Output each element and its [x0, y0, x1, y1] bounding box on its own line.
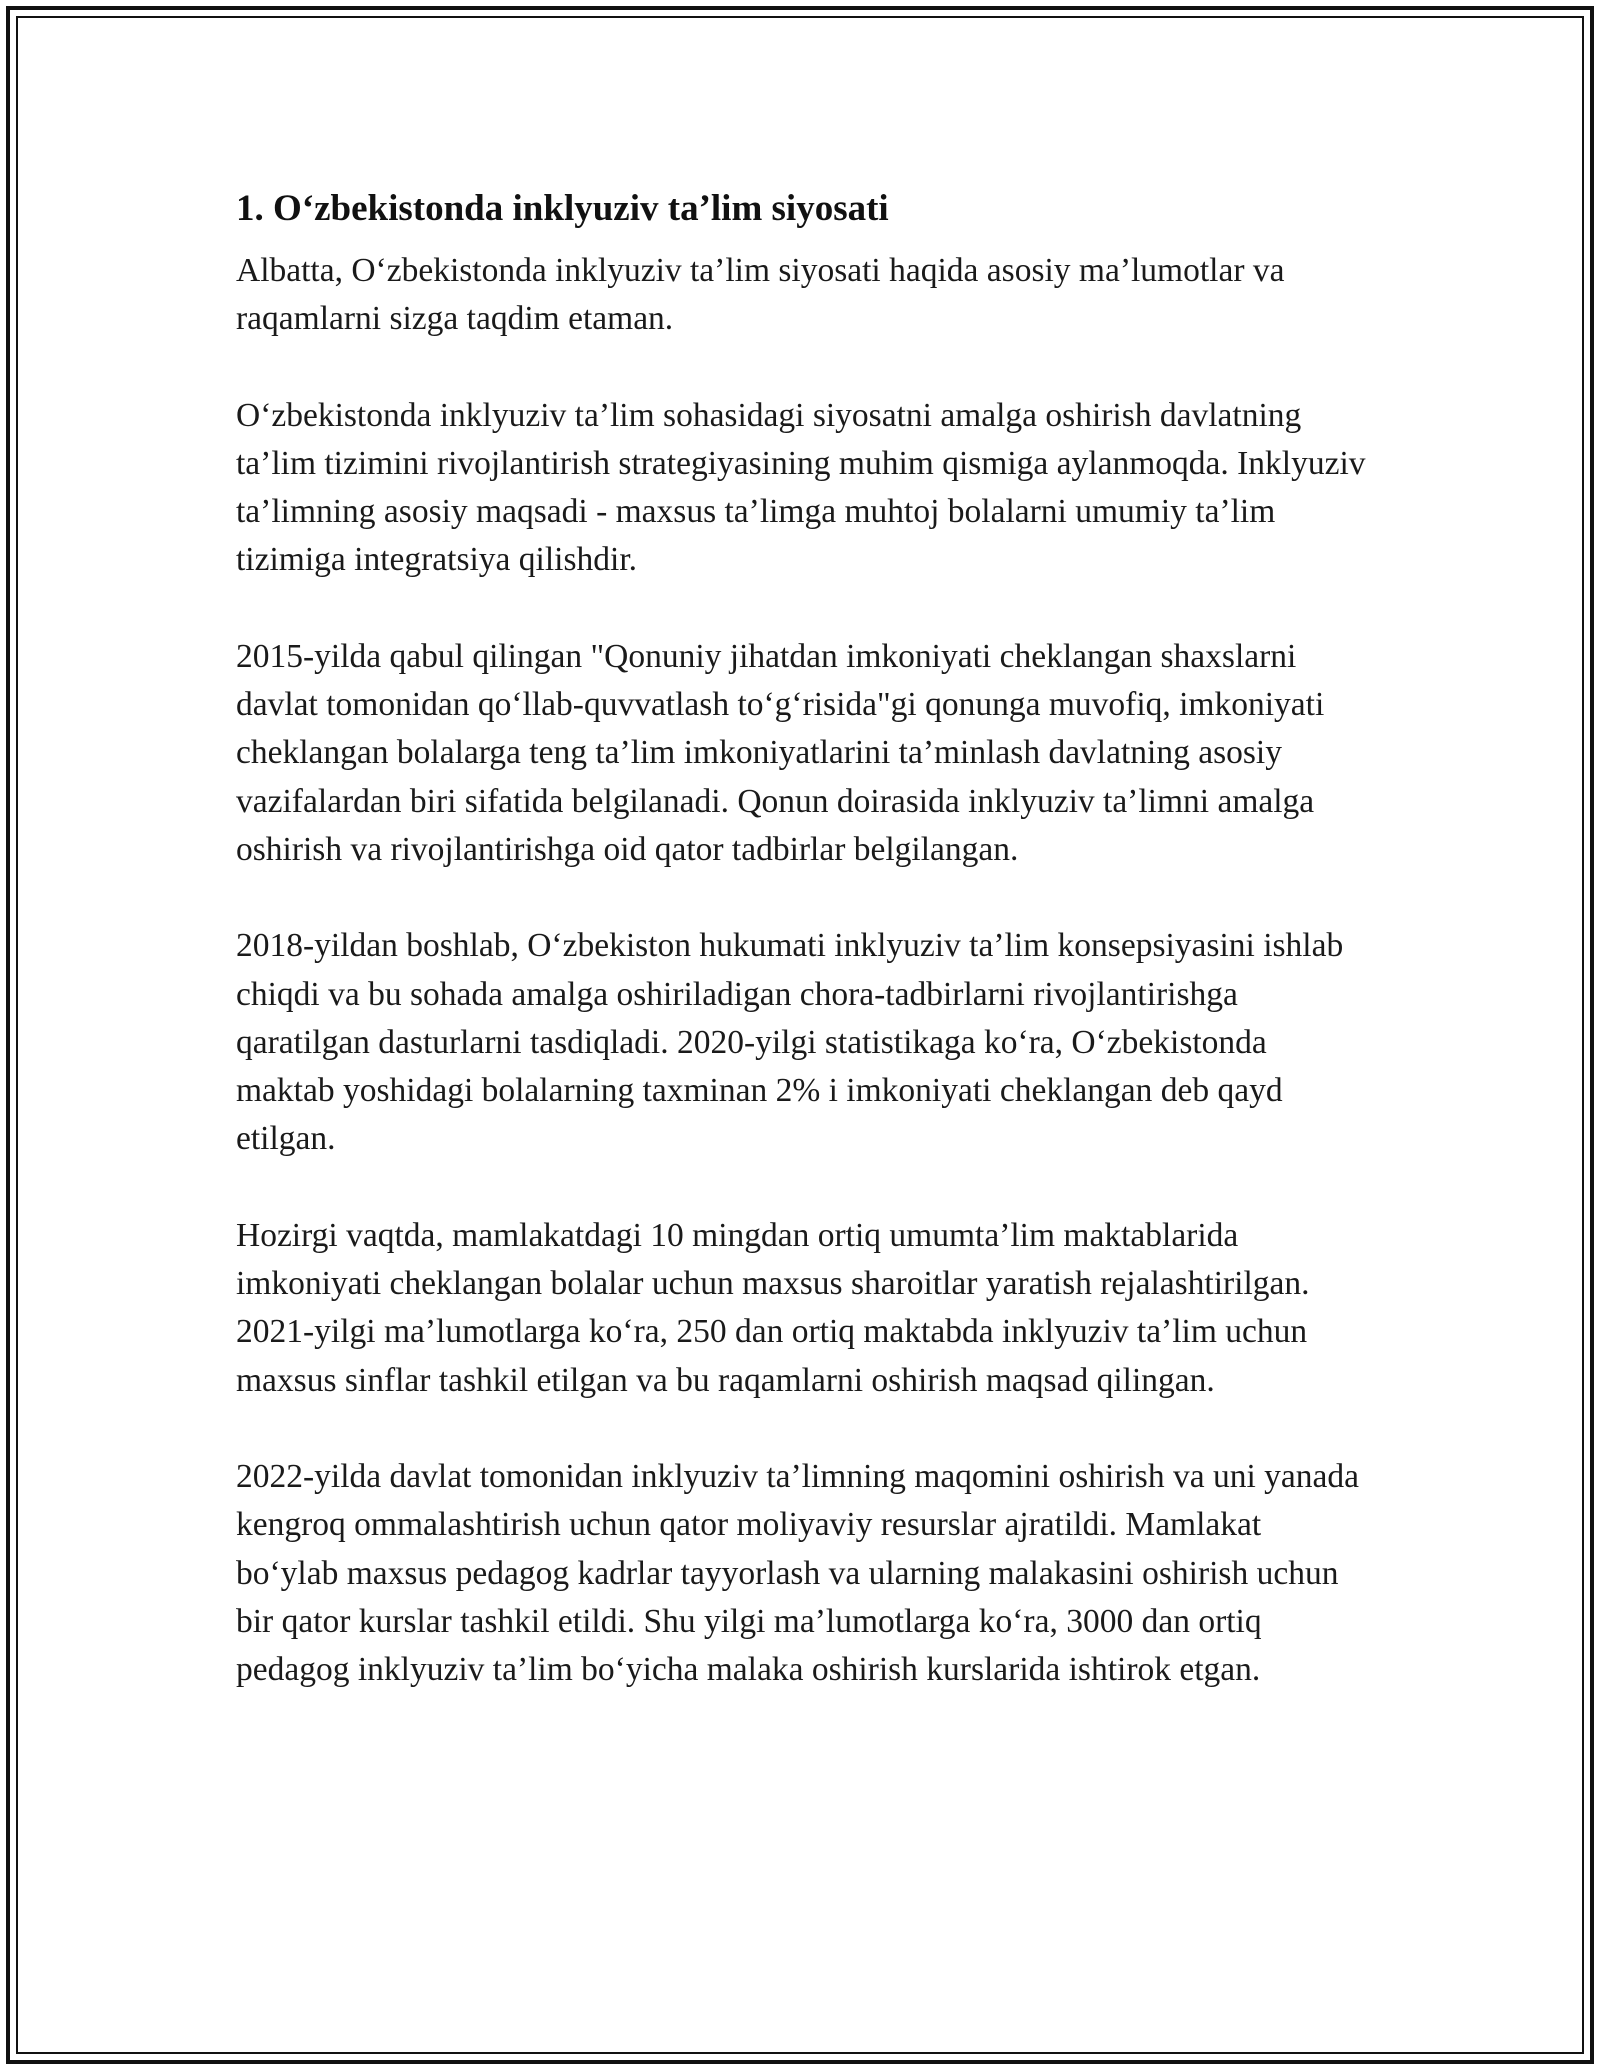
paragraph-schools: Hozirgi vaqtda, mamlakatdagi 10 mingdan ortiq umumta’lim maktablarida imkoniyati cheklangan bolalar uchun maxsus sharoitlar yaratish rejalashtirilgan. 2021-yilgi ma’lumotlarga ko‘ra, 250 dan ortiq maktabda inklyuziv ta’lim uchun maxsus sinflar tashkil etilgan va bu raqamlarni oshirish maqsad qilingan. [236, 1216, 1310, 1399]
paragraph-intro: Albatta, O‘zbekistonda inklyuziv ta’lim siyosati haqida asosiy ma’lumotlar va raqamlarni sizga taqdim etaman. [236, 252, 1285, 338]
paragraph-policy-overview: O‘zbekistonda inklyuziv ta’lim sohasidagi siyosatni amalga oshirish davlatning ta’lim tizimini rivojlantirish strategiyasining muhim qismiga aylanmoqda. Inklyuziv ta’limning asosiy maqsadi - maxsus ta’limga muhtoj bolalarni umumiy ta’lim tizimiga integratsiya qilishdir. [236, 396, 1366, 579]
document-body [236, 185, 1366, 1742]
paragraph-2015-law: 2015-yilda qabul qilingan "Qonuniy jihatdan imkoniyati cheklangan shaxslarni davlat tomonidan qo‘llab-quvvatlash to‘g‘risida"gi qonunga muvofiq, imkoniyati cheklangan bolalarga teng ta’lim imkoniyatlarini ta’minlash davlatning asosiy vazifalardan biri sifatida belgilanadi. Qonun doirasida inklyuziv ta’limni amalga oshirish va rivojlantirishga oid qator tadbirlar belgilangan. [236, 637, 1325, 868]
document-title: 1. O‘zbekistonda inklyuziv ta’lim siyosati [236, 188, 889, 229]
paragraph-2018-concept: 2018-yildan boshlab, O‘zbekiston hukumati inklyuziv ta’lim konsepsiyasini ishlab chiqdi va bu sohada amalga oshiriladigan chora-tadbirlarni rivojlantirishga qaratilgan dasturlarni tasdiqladi. 2020-yilgi statistikaga ko‘ra, O‘zbekistonda maktab yoshidagi bolalarning taxminan 2% i imkoniyati cheklangan deb qayd etilgan. [236, 927, 1344, 1158]
paragraph-2022-resources: 2022-yilda davlat tomonidan inklyuziv ta’limning maqomini oshirish va uni yanada kengroq ommalashtirish uchun qator moliyaviy resurslar ajratildi. Mamlakat bo‘ylab maxsus pedagog kadrlar tayyorlash va ularning malakasini oshirish uchun bir qator kurslar tashkil etildi. Shu yilgi ma’lumotlarga ko‘ra, 3000 dan ortiq pedagog inklyuziv ta’lim bo‘yicha malaka oshirish kurslarida ishtirok etgan. [236, 1457, 1359, 1689]
